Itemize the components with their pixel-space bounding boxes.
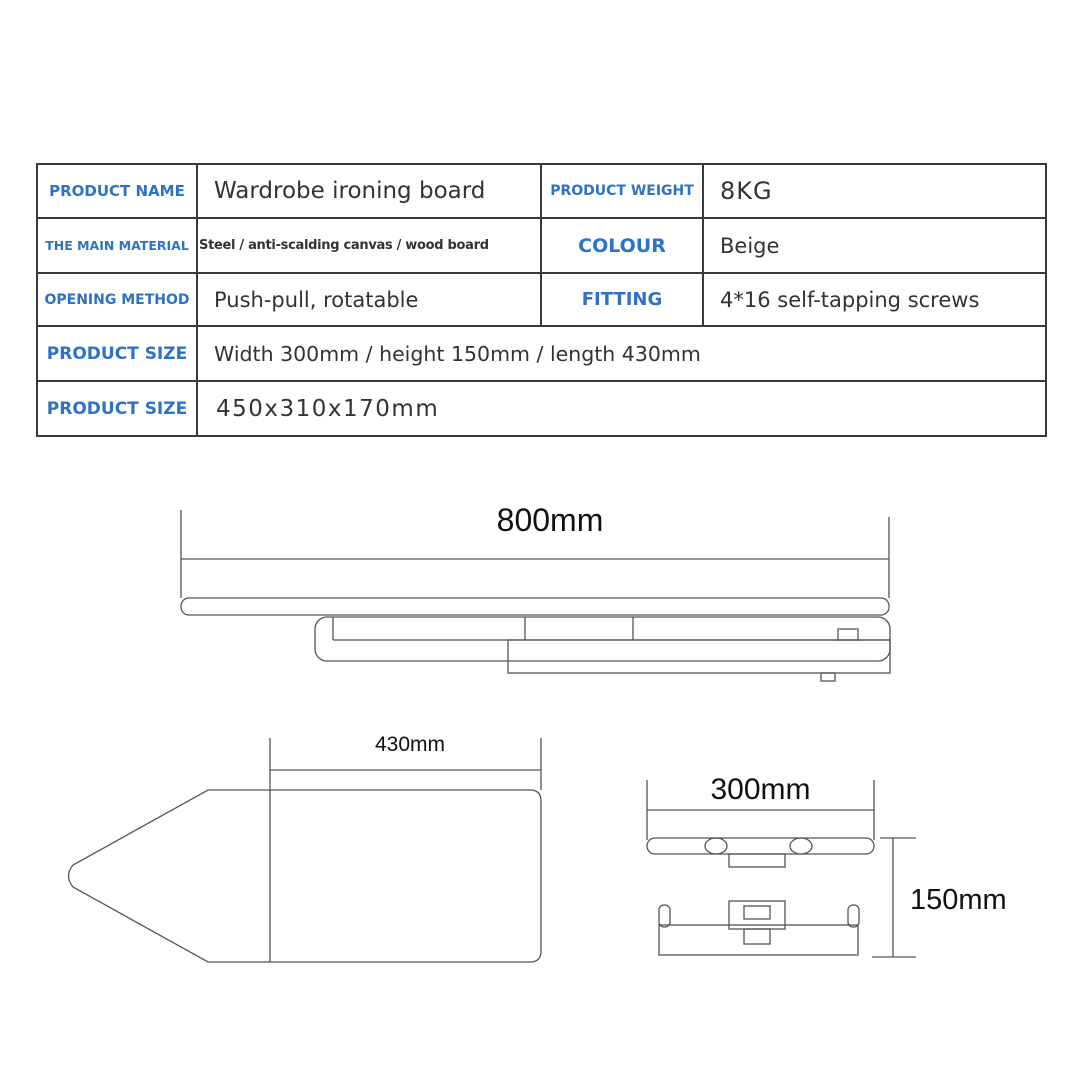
label-fitting: FITTING bbox=[581, 289, 663, 310]
dim-label-430: 430mm bbox=[374, 733, 446, 756]
rail-foot bbox=[821, 673, 835, 681]
label-opening-method: OPENING METHOD bbox=[44, 291, 190, 308]
label-product-size: PRODUCT SIZE bbox=[46, 343, 188, 364]
rail-stop bbox=[838, 629, 858, 640]
end-board bbox=[647, 838, 874, 854]
value-main-material: Steel / anti-scalding canvas / wood board bbox=[199, 238, 489, 253]
value-fitting: 4*16 self-tapping screws bbox=[720, 287, 980, 312]
value-product-size: Width 300mm / height 150mm / length 430mm bbox=[214, 341, 701, 366]
label-product-name: PRODUCT NAME bbox=[49, 182, 185, 200]
value-product-name: Wardrobe ironing board bbox=[214, 178, 486, 204]
dim-label-150: 150mm bbox=[910, 884, 1007, 916]
board-top bbox=[181, 598, 889, 615]
value-package-size: 450x310x170mm bbox=[216, 395, 440, 422]
label-package-size: PRODUCT SIZE bbox=[46, 398, 188, 419]
rail-housing bbox=[315, 617, 890, 661]
end-board-hinge bbox=[705, 838, 727, 854]
ironing-board-outline bbox=[69, 790, 542, 962]
end-rail-post bbox=[659, 905, 670, 927]
end-rail-clamp-inner bbox=[744, 906, 770, 919]
value-opening-method: Push-pull, rotatable bbox=[214, 287, 419, 312]
end-rail-foot bbox=[744, 929, 770, 944]
rail-lower bbox=[508, 640, 890, 673]
value-product-weight: 8KG bbox=[720, 177, 773, 205]
end-board-mount bbox=[729, 854, 785, 867]
dim-label-800: 800mm bbox=[496, 502, 604, 538]
label-main-material: THE MAIN MATERIAL bbox=[45, 238, 189, 253]
value-colour: Beige bbox=[720, 233, 780, 258]
end-board-hinge bbox=[790, 838, 812, 854]
label-product-weight: PRODUCT WEIGHT bbox=[550, 183, 694, 199]
label-colour: COLOUR bbox=[578, 234, 666, 257]
dim-label-300: 300mm bbox=[710, 773, 811, 806]
end-rail-post bbox=[848, 905, 859, 927]
